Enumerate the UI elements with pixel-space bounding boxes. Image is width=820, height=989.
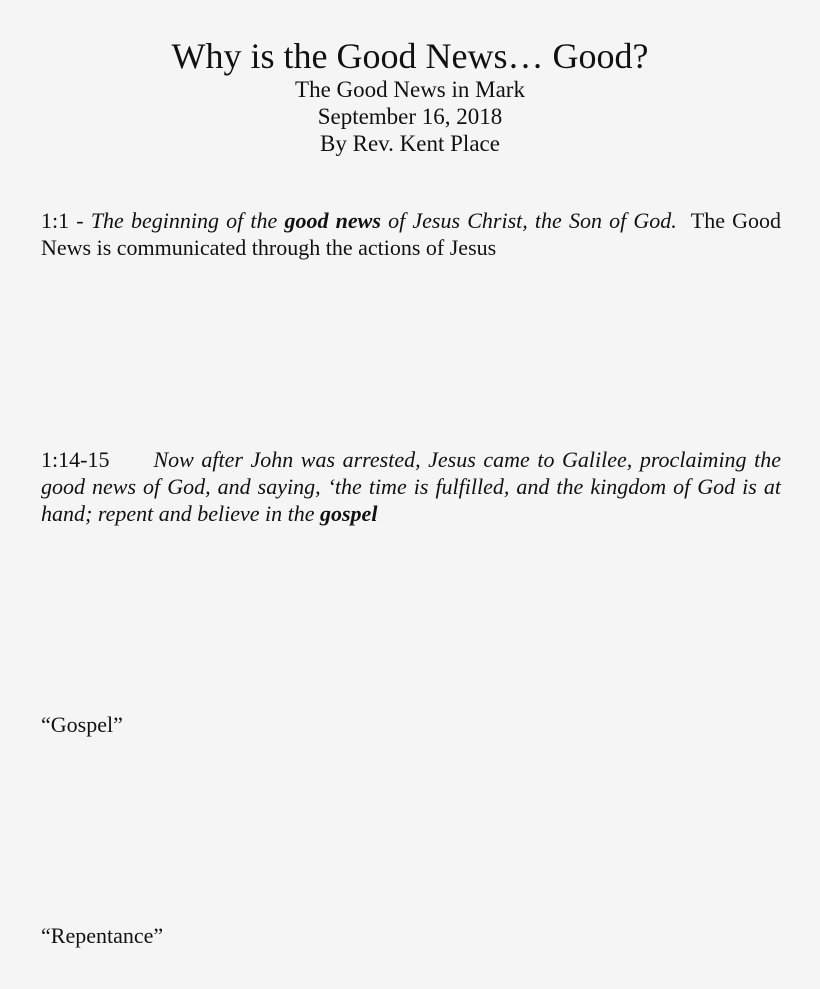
- sermon-header: [0, 36, 820, 157]
- sermon-title: Why is the Good News… Good?: [171, 36, 649, 76]
- verse-text: The beginning of the: [90, 208, 278, 233]
- sermon-date: September 16, 2018: [317, 104, 503, 129]
- verse-text: of Jesus Christ, the Son of God.: [388, 208, 677, 233]
- section-heading-repentance: “Repentance”: [41, 923, 164, 948]
- scripture-verse: [91, 208, 677, 233]
- scripture-reference: 1:1 -: [41, 208, 84, 233]
- scripture-verse: [41, 447, 781, 526]
- sermon-comment: The Good News is communicated through the actions of Jesus: [41, 208, 782, 260]
- verse-text: Now after John was arrested, Jesus came to Galilee, proclaiming the good news of God, and saying, ‘the time is fulfilled, and the kingdom of God is at hand; repent and believe in the: [41, 447, 781, 526]
- sermon-author: By Rev. Kent Place: [320, 131, 500, 156]
- scripture-note-2: [41, 446, 781, 527]
- sermon-series: The Good News in Mark: [295, 77, 525, 102]
- section-heading-gospel: “Gospel”: [41, 712, 123, 737]
- scripture-note-1: [41, 207, 781, 261]
- verse-emphasis: good news: [284, 208, 381, 233]
- verse-emphasis: gospel: [320, 501, 378, 526]
- scripture-reference: 1:14-15: [41, 447, 110, 472]
